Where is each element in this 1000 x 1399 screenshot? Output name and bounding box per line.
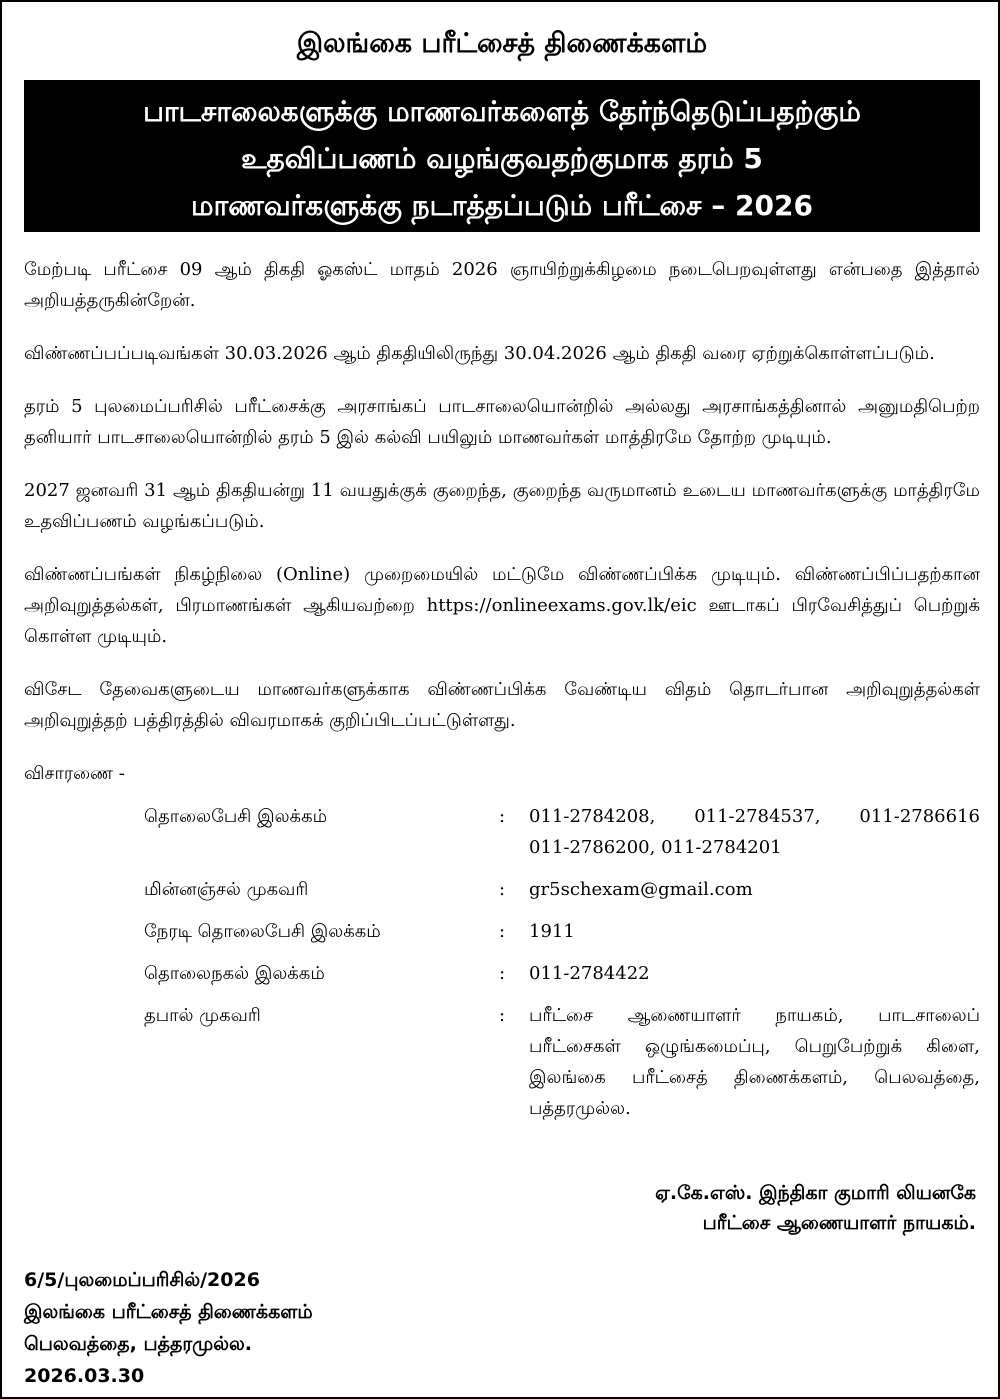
footer-location: பெலவத்தை, பத்தரமுல்ல. — [24, 1333, 253, 1355]
signature-block — [655, 1178, 976, 1238]
notice-body — [24, 254, 980, 1135]
phone-number: 011-2786200, — [529, 837, 656, 858]
department-heading: இலங்கை பரீட்சைத் திணைக்களம் — [296, 28, 708, 59]
phone-label: தொலைபேசி இலக்கம் — [144, 806, 328, 827]
email-address[interactable]: gr5schexam@gmail.com — [529, 879, 753, 900]
paragraph-application-period: விண்ணப்பப்படிவங்கள் 30.03.2026 ஆம் திகதியிலிருந்து 30.04.2026 ஆம் திகதி வரை ஏற்றுக்கொள்ளப்படும். — [24, 343, 935, 364]
paragraph-exam-date: மேற்படி பரீட்சை 09 ஆம் திகதி ஓகஸ்ட் மாதம் 2026 ஞாயிற்றுக்கிழமை நடைபெறவுள்ளது என்பதை இத்தால் அறியத்தருகின்றேன். — [24, 259, 980, 311]
colon: : — [499, 879, 506, 900]
fax-label: தொலைநகல் இலக்கம் — [144, 963, 325, 984]
paragraph-bursary: 2027 ஜனவரி 31 ஆம் திகதியன்று 11 வயதுக்குக் குறைந்த, குறைந்த வருமானம் உடைய மாணவர்களுக்கு மாத்திரமே உதவிப்பணம் வழங்கப்படும். — [24, 480, 980, 532]
hotline-label: நேரடி தொலைபேசி இலக்கம் — [144, 921, 381, 942]
enquiries-label: விசாரணை - — [24, 763, 125, 784]
hotline-number: 1911 — [529, 921, 575, 942]
phone-numbers — [529, 801, 980, 863]
contact-hotline-row — [144, 916, 980, 947]
postal-address: பரீட்சை ஆணையாளர் நாயகம், பாடசாலைப் பரீட்சைகள் ஒழுங்கமைப்பு, பெறுபேற்றுக் கிளை, இலங்கை பரீட்சைத் திணைக்களம், பெலவத்தை, பத்தரமுல்ல. — [529, 1005, 980, 1119]
contact-fax-row — [144, 958, 980, 989]
signatory-name: ஏ.கே.எஸ். இந்திகா குமாரி லியனகே — [655, 1182, 976, 1204]
signatory-designation: பரீட்சை ஆணையாளர் நாயகம். — [702, 1212, 976, 1234]
fax-number: 011-2784422 — [529, 963, 650, 984]
reference-block — [24, 1264, 313, 1392]
colon: : — [499, 963, 506, 984]
phone-number: 011-2784208, — [529, 806, 656, 827]
postal-label: தபால் முகவரி — [144, 1005, 261, 1026]
paragraph-eligibility: தரம் 5 புலமைப்பரிசில் பரீட்சைக்கு அரசாங்கப் பாடசாலையொன்றில் அல்லது அரசாங்கத்தினால் அனுமதிபெற்ற தனியார் பாடசாலையொன்றில் தரம் 5 இல் கல்வி பயிலும் மாணவர்கள் மாத்திரமே தோற்ற முடியும். — [24, 396, 980, 448]
reference-number: 6/5/புலமைப்பரிசில்/2026 — [24, 1269, 260, 1291]
footer-date: 2026.03.30 — [24, 1365, 145, 1387]
colon: : — [499, 1005, 506, 1026]
phone-number: 011-2784537, — [694, 806, 821, 827]
colon: : — [499, 806, 506, 827]
title-line-3: மாணவர்களுக்கு நடாத்தப்படும் பரீட்சை – 2026 — [191, 189, 813, 222]
paragraph-special-needs: விசேட தேவைகளுடைய மாணவர்களுக்காக விண்ணப்பிக்க வேண்டிய விதம் தொடர்பான அறிவுறுத்தல்கள் அறிவுறுத்தற் பத்திரத்தில் விவரமாகக் குறிப்பிடப்பட்டுள்ளது. — [24, 679, 980, 731]
paragraph-online-application: விண்ணப்பங்கள் நிகழ்நிலை (Online) முறைமையில் மட்டுமே விண்ணப்பிக்க முடியும். விண்ணப்பிப்பதற்கான அறிவுறுத்தல்கள், பிரமாணங்கள் ஆகியவற்றை https://onlineexams.gov.lk/eic ஊடாகப் பிரவேசித்துப் பெற்றுக் கொள்ள முடியும். — [24, 564, 980, 647]
phone-number: 011-2786616 — [859, 806, 980, 827]
footer-department: இலங்கை பரீட்சைத் திணைக்களம் — [24, 1301, 313, 1323]
title-line-2: உதவிப்பணம் வழங்குவதற்குமாக தரம் 5 — [241, 142, 763, 175]
email-label: மின்னஞ்சல் முகவரி — [144, 879, 309, 900]
contact-postal-row — [144, 1000, 980, 1124]
notice-title-banner — [24, 80, 980, 232]
contact-email-row — [144, 874, 980, 905]
phone-number: 011-2784201 — [661, 837, 782, 858]
contact-phone-row — [144, 801, 980, 863]
colon: : — [499, 921, 506, 942]
title-line-1: பாடசாலைகளுக்கு மாணவர்களைத் தேர்ந்தெடுப்பதற்கும் — [143, 95, 861, 128]
